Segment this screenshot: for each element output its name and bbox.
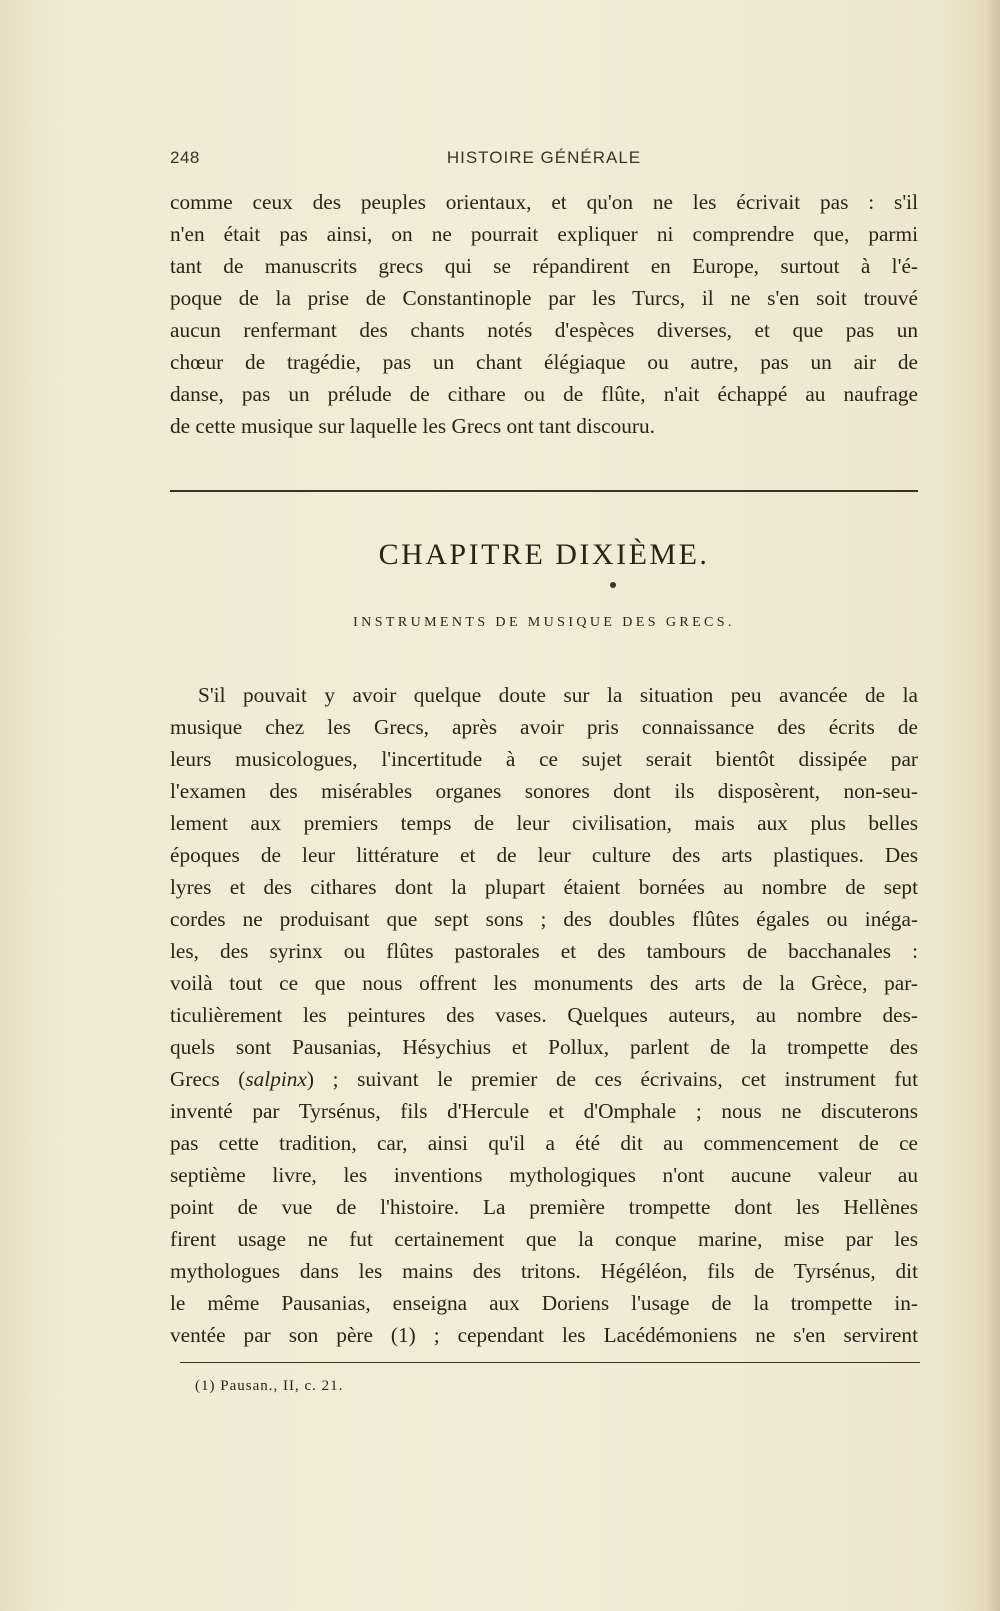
text-line: l'examen des misérables organes sonores dont ils disposèrent, non-seu- (170, 779, 918, 803)
text-line: inventé par Tyrsénus, fils d'Hercule et d'Omphale ; nous ne discuterons (170, 1099, 918, 1123)
text-line: de cette musique sur laquelle les Grecs ont tant discouru. (170, 414, 655, 438)
text-line: poque de la prise de Constantinople par les Turcs, il ne s'en soit trouvé (170, 286, 918, 310)
text-line: le même Pausanias, enseigna aux Doriens l'usage de la trompette in- (170, 1291, 918, 1315)
text-line: les, des syrinx ou flûtes pastorales et des tambours de bacchanales : (170, 939, 918, 963)
text-line: époques de leur littérature et de leur culture des arts plastiques. Des (170, 843, 918, 867)
italic-term: salpinx (245, 1067, 307, 1091)
page-number: 248 (170, 148, 200, 167)
ornament-dot (610, 582, 616, 588)
text-line: tant de manuscrits grecs qui se répandirent en Europe, surtout à l'é- (170, 254, 918, 278)
main-paragraph (170, 679, 918, 1351)
text-line: S'il pouvait y avoir quelque doute sur la situation peu avancée de la (198, 683, 918, 707)
text-line: chœur de tragédie, pas un chant élégiaque ou autre, pas un air de (170, 350, 918, 374)
text-line: Grecs (salpinx) ; suivant le premier de ces écrivains, cet instrument fut (170, 1067, 918, 1091)
text-line: firent usage ne fut certainement que la conque marine, mise par les (170, 1227, 918, 1251)
text-line: leurs musicologues, l'incertitude à ce sujet serait bientôt dissipée par (170, 747, 918, 771)
text-line: danse, pas un prélude de cithare ou de flûte, n'ait échappé au naufrage (170, 382, 918, 406)
running-title: HISTOIRE GÉNÉRALE (446, 148, 642, 167)
footnote: (1) Pausan., II, c. 21. (195, 1378, 344, 1394)
text-line: lyres et des cithares dont la plupart étaient bornées au nombre de sept (170, 875, 918, 899)
page-edge-shadow (986, 0, 1000, 1611)
text-line: ventée par son père (1) ; cependant les Lacédémoniens ne s'en servirent (170, 1323, 918, 1347)
text-line: voilà tout ce que nous offrent les monuments des arts de la Grèce, par- (170, 971, 918, 995)
chapter-divider-rule (170, 490, 918, 492)
text-line: n'en était pas ainsi, on ne pourrait expliquer ni comprendre que, parmi (170, 222, 918, 246)
text-line: point de vue de l'histoire. La première trompette dont les Hellènes (170, 1195, 918, 1219)
text-line: musique chez les Grecs, après avoir pris connaissance des écrits de (170, 715, 918, 739)
text-line: ticulièrement les peintures des vases. Quelques auteurs, au nombre des- (170, 1003, 918, 1027)
text-line: comme ceux des peuples orientaux, et qu'on ne les écrivait pas : s'il (170, 190, 918, 214)
text-line: aucun renfermant des chants notés d'espèces diverses, et que pas un (170, 318, 918, 342)
chapter-title: CHAPITRE DIXIÈME. (378, 538, 710, 571)
footnote-rule (180, 1362, 920, 1363)
text-line: septième livre, les inventions mythologiques n'ont aucune valeur au (170, 1163, 918, 1187)
text-line: lement aux premiers temps de leur civilisation, mais aux plus belles (170, 811, 918, 835)
chapter-subtitle: INSTRUMENTS DE MUSIQUE DES GRECS. (353, 615, 735, 630)
text-line: quels sont Pausanias, Hésychius et Pollux, parlent de la trompette des (170, 1035, 918, 1059)
text-line: cordes ne produisant que sept sons ; des doubles flûtes égales ou inéga- (170, 907, 918, 931)
text-line: pas cette tradition, car, ainsi qu'il a été dit au commencement de ce (170, 1131, 918, 1155)
text-line: mythologues dans les mains des tritons. Hégéléon, fils de Tyrsénus, dit (170, 1259, 918, 1283)
running-head (170, 148, 918, 174)
intro-paragraph (170, 186, 918, 442)
